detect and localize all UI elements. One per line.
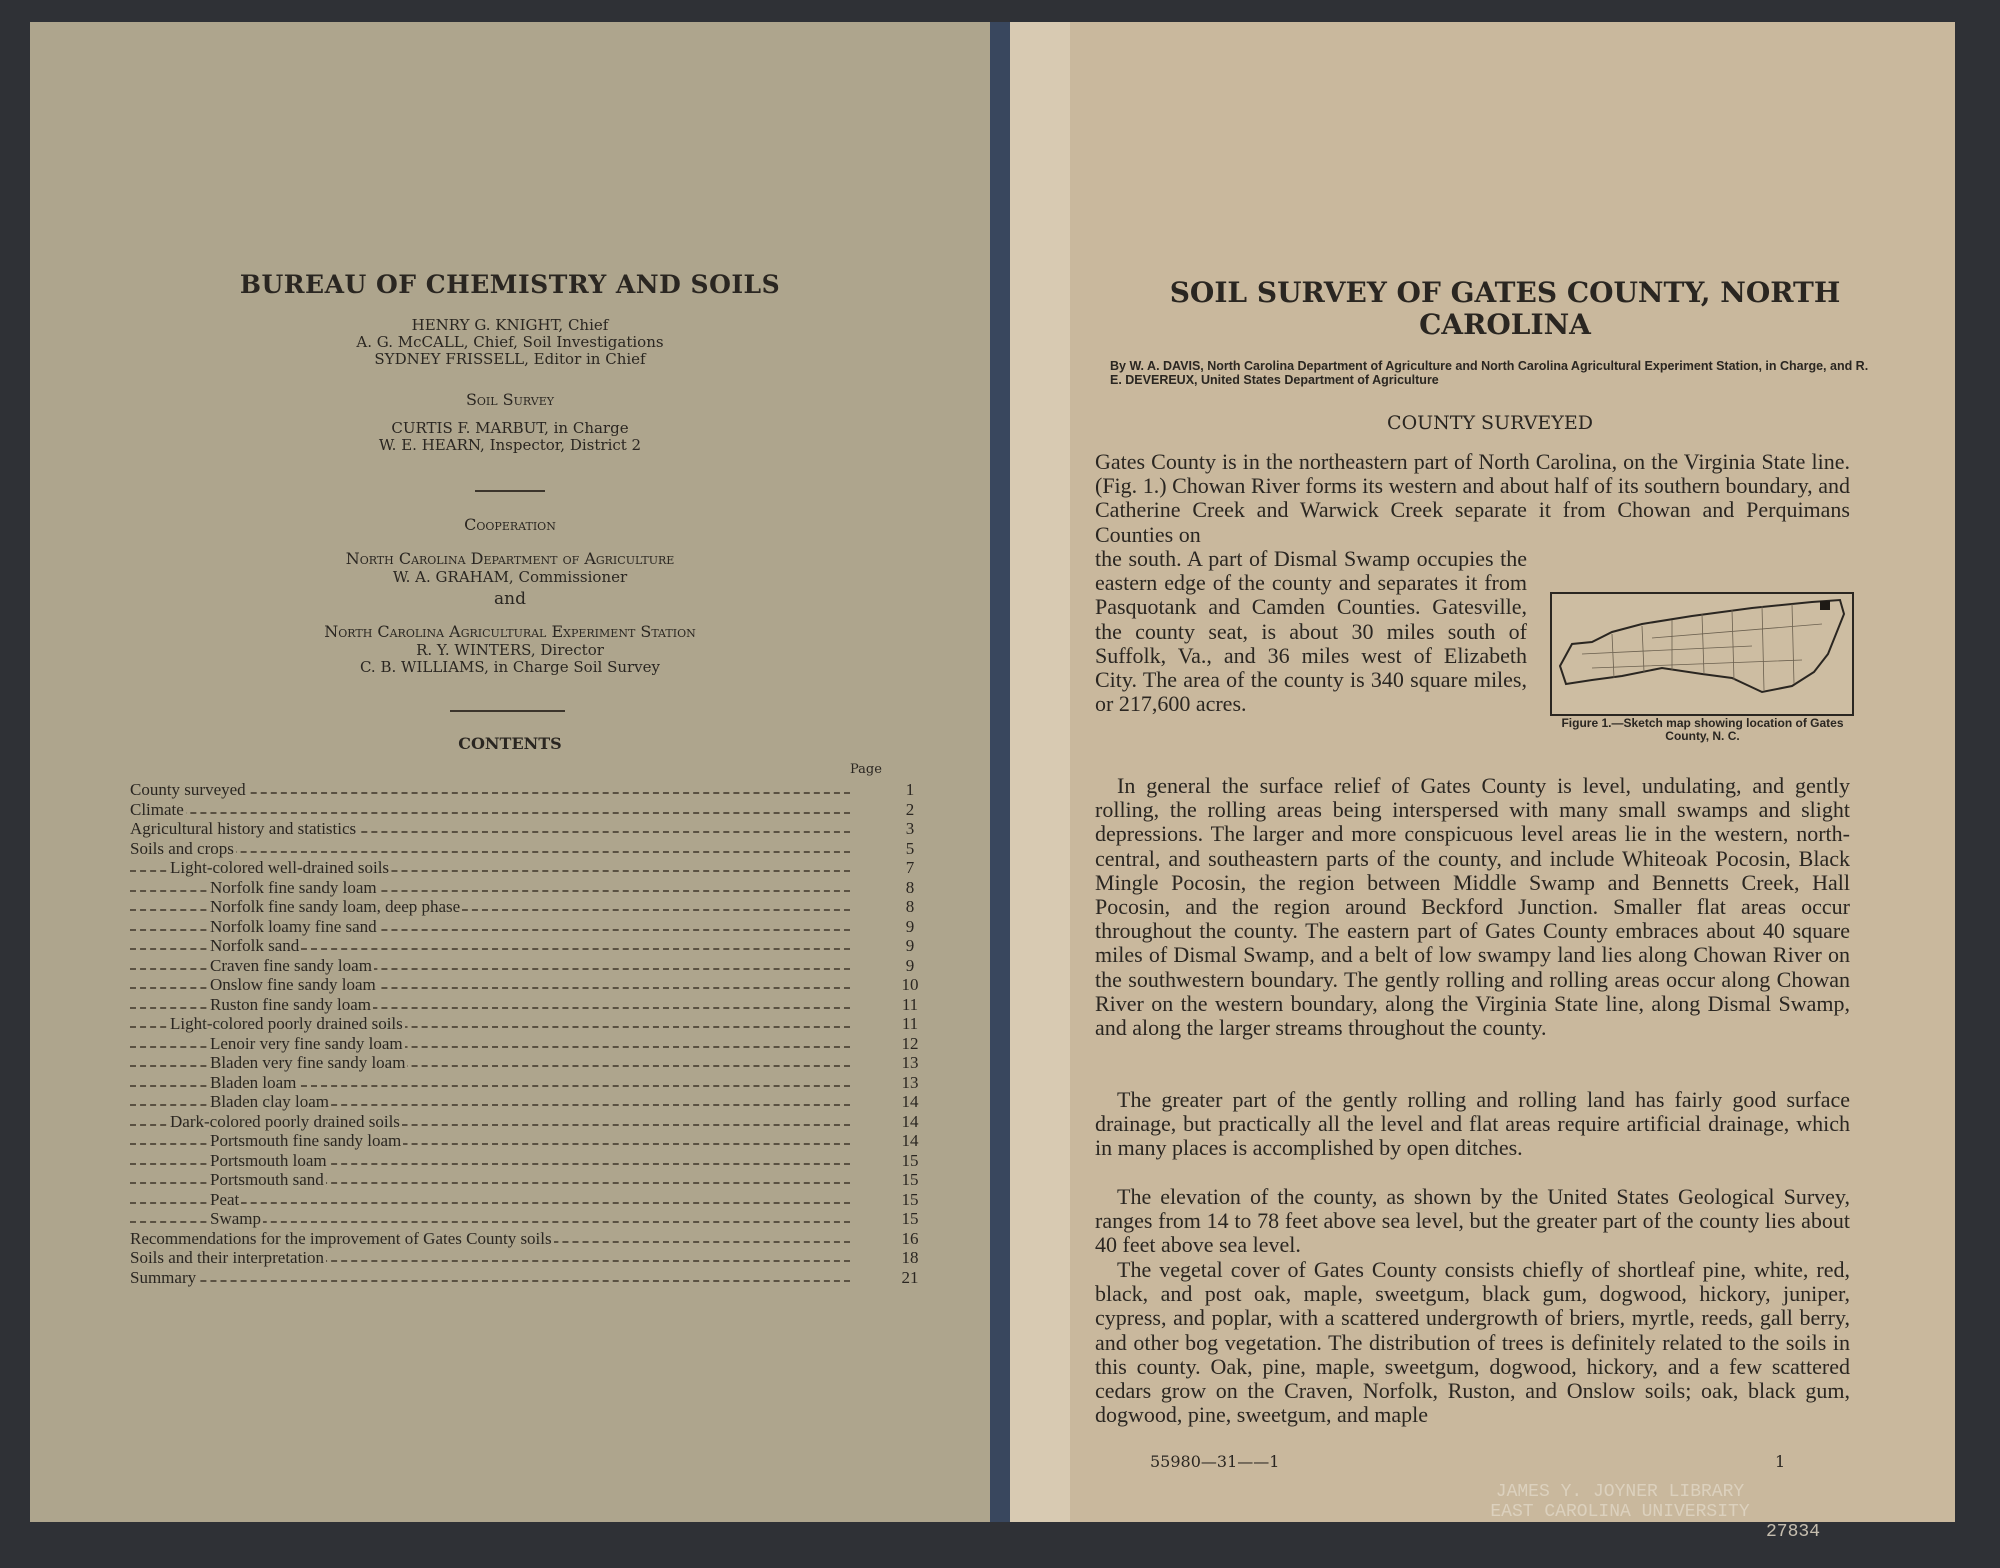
toc-label: Norfolk fine sandy loam, deep phase xyxy=(210,897,461,916)
page-column-heading: Page xyxy=(850,762,882,777)
toc-page-number: 14 xyxy=(901,1111,919,1131)
toc-row xyxy=(130,936,930,956)
toc-row xyxy=(130,1053,930,1073)
paragraph-3: The greater part of the gently rolling and rolling land has fairly good surface drainage, but practically all the level and flat areas require artificial drainage, which in many places is accomplished by open ditches. xyxy=(1095,1087,1850,1161)
toc-row xyxy=(130,1112,930,1132)
toc-label: Lenoir very fine sandy loam xyxy=(210,1033,403,1053)
toc-page-number: 14 xyxy=(901,1131,919,1150)
toc-page-number: 16 xyxy=(901,1228,919,1248)
toc-row xyxy=(130,1014,930,1034)
toc-label: Soils and their interpretation xyxy=(130,1248,325,1267)
paragraph-2: In general the surface relief of Gates County is level, undulating, and gently rolling, the rolling areas being interspersed with many small swamps and slight depressions. The larger and more conspicuous level areas lie in the western, north-central, and southeastern parts of the county, and include Whiteoak Pocosin, Black Mingle Pocosin, the region between Middle Swamp and Bennetts Creek, Hall Pocosin, and the region around Beckford Junction. Smaller flat areas occur throughout the county. The eastern part of Gates County embraces about 40 square miles of Dismal Swamp, and a belt of low swampy land lies along Chowan River on the southwestern boundary. The gently rolling and rolling areas occur along Chowan River on the western boundary, along the Virginia State line, along Dismal Swamp, and along the larger streams throughout the county. xyxy=(1095,773,1850,1041)
toc-page-number: 13 xyxy=(901,1072,919,1092)
cooperator-2: North Carolina Agricultural Experiment Station xyxy=(324,622,696,641)
soil-survey-heading: Soil Survey xyxy=(465,390,555,409)
document-title: SOIL SURVEY OF GATES COUNTY, NORTH CAROLINA xyxy=(1169,276,1841,341)
cooperator-1-person: W. A. GRAHAM, Commissioner xyxy=(392,568,628,586)
stamp-line: EAST CAROLINA UNIVERSITY xyxy=(1490,1502,1750,1522)
stamp-line: JAMES Y. JOYNER LIBRARY xyxy=(1495,1482,1745,1502)
toc-page-number: 9 xyxy=(905,955,915,975)
left-page xyxy=(30,22,990,1522)
figure-map xyxy=(1550,592,1854,716)
toc-label: Dark-colored poorly drained soils xyxy=(170,1111,400,1131)
toc-label: Bladen clay loam xyxy=(210,1092,329,1111)
toc-page-number: 1 xyxy=(905,780,915,799)
toc-label: Portsmouth loam xyxy=(210,1150,327,1170)
toc-row xyxy=(130,819,930,839)
toc-page-number: 11 xyxy=(901,994,919,1014)
toc-page-number: 15 xyxy=(901,1209,919,1228)
toc-label: Bladen loam xyxy=(210,1072,297,1092)
bureau-heading: BUREAU OF CHEMISTRY AND SOILS xyxy=(239,270,781,299)
toc-label: Light-colored well-drained soils xyxy=(170,858,390,877)
table-of-contents xyxy=(130,780,930,1287)
divider xyxy=(450,710,565,712)
toc-page-number: 12 xyxy=(901,1033,919,1053)
byline: By W. A. DAVIS, North Carolina Department of Agriculture and North Carolina Agricultural Experiment Station, in Charge, and R. E. DEVEREUX, United States Department of Agriculture xyxy=(1110,359,1869,387)
toc-label: Light-colored poorly drained soils xyxy=(170,1014,403,1033)
paragraph-4: The elevation of the county, as shown by the United States Geological Survey, ranges from 14 to 78 feet above sea level, but the greater part of the county lies about 40 feet above sea level. xyxy=(1095,1184,1850,1258)
toc-leader-dots xyxy=(130,812,850,814)
toc-page-number: 15 xyxy=(901,1189,919,1209)
toc-row xyxy=(130,917,930,937)
staff-line: R. Y. WINTERS, Director xyxy=(416,641,604,659)
toc-row xyxy=(130,1190,930,1210)
gates-county-marker xyxy=(1820,601,1830,610)
toc-row xyxy=(130,1248,930,1268)
staff-line: SYDNEY FRISSELL, Editor in Chief xyxy=(374,350,646,368)
toc-page-number: 2 xyxy=(905,799,915,819)
toc-label: Craven fine sandy loam xyxy=(210,955,372,975)
cooperator-2-people xyxy=(30,642,990,676)
toc-page-number: 10 xyxy=(901,975,919,994)
toc-row xyxy=(130,780,930,800)
figure-caption: Figure 1.—Sketch map showing location of Gates County, N. C. xyxy=(1561,716,1844,743)
toc-row xyxy=(130,1092,930,1112)
cooperation-heading: Cooperation xyxy=(464,515,556,534)
toc-row xyxy=(130,1209,930,1229)
toc-row xyxy=(130,897,930,917)
toc-label: Swamp xyxy=(210,1209,261,1228)
binding-spine xyxy=(990,22,1010,1522)
toc-row xyxy=(130,1268,930,1288)
contents-heading: CONTENTS xyxy=(458,734,562,753)
toc-page-number: 13 xyxy=(901,1053,919,1072)
toc-label: Climate xyxy=(130,799,184,819)
toc-label: Agricultural history and statistics xyxy=(130,819,357,838)
toc-label: Peat xyxy=(210,1189,240,1209)
toc-page-number: 14 xyxy=(901,1092,919,1111)
right-page xyxy=(1010,22,1955,1542)
toc-label: Portsmouth sand xyxy=(210,1170,324,1189)
toc-row xyxy=(130,858,930,878)
toc-row xyxy=(130,975,930,995)
toc-page-number: 15 xyxy=(901,1170,919,1189)
toc-label: Norfolk sand xyxy=(210,936,300,955)
footer-code: 55980—31——1 xyxy=(1150,1452,1280,1471)
toc-row xyxy=(130,1151,930,1171)
paper-strip xyxy=(1010,22,1070,1522)
toc-page-number: 9 xyxy=(905,936,915,955)
and-text: and xyxy=(494,589,526,609)
toc-page-number: 3 xyxy=(905,819,915,838)
toc-label: Portsmouth fine sandy loam xyxy=(210,1131,402,1150)
toc-label: Bladen very fine sandy loam xyxy=(210,1053,406,1072)
toc-page-number: 8 xyxy=(905,877,915,897)
toc-leader-dots xyxy=(130,851,850,853)
toc-row xyxy=(130,956,930,976)
toc-row xyxy=(130,878,930,898)
paragraph-1-wide: Gates County is in the northeastern part of North Carolina, on the Virginia State line. (Fig. 1.) Chowan River forms its western and about half of its southern boundary, and Catherine Creek and Warwick Creek separate it from Chowan and Perquimans Counties on xyxy=(1095,449,1850,547)
stamp-line: 27834 xyxy=(1765,1522,1820,1542)
toc-label: Ruston fine sandy loam xyxy=(210,994,372,1014)
page-number: 1 xyxy=(1775,1452,1786,1471)
toc-page-number: 5 xyxy=(905,838,915,858)
staff-line: HENRY G. KNIGHT, Chief xyxy=(411,316,609,334)
library-stamp xyxy=(1420,1482,1820,1542)
toc-row xyxy=(130,839,930,859)
staff-line: C. B. WILLIAMS, in Charge Soil Survey xyxy=(359,658,661,676)
staff-line: W. E. HEARN, Inspector, District 2 xyxy=(378,436,642,454)
state-outline xyxy=(1560,600,1844,692)
toc-page-number: 11 xyxy=(901,1014,919,1033)
bureau-staff xyxy=(30,317,990,368)
toc-label: Recommendations for the improvement of Gates County soils xyxy=(130,1228,552,1248)
toc-label: Soils and crops xyxy=(130,838,234,858)
toc-label: Norfolk fine sandy loam xyxy=(210,877,377,897)
toc-label: Summary xyxy=(130,1267,197,1287)
staff-line: CURTIS F. MARBUT, in Charge xyxy=(391,419,629,437)
toc-label: Onslow fine sandy loam xyxy=(210,975,376,994)
toc-page-number: 21 xyxy=(901,1267,919,1287)
toc-page-number: 9 xyxy=(905,916,915,936)
toc-page-number: 15 xyxy=(901,1150,919,1170)
toc-leader-dots xyxy=(130,1280,850,1282)
toc-row xyxy=(130,1170,930,1190)
staff-line: A. G. McCALL, Chief, Soil Investigations xyxy=(356,333,664,351)
toc-row xyxy=(130,1034,930,1054)
survey-staff xyxy=(30,420,990,454)
divider xyxy=(475,490,545,492)
toc-row xyxy=(130,1073,930,1093)
toc-row xyxy=(130,995,930,1015)
toc-row xyxy=(130,1131,930,1151)
cooperator-1: North Carolina Department of Agriculture xyxy=(345,549,675,568)
toc-row xyxy=(130,1229,930,1249)
toc-label: County surveyed xyxy=(130,780,246,799)
toc-page-number: 7 xyxy=(905,858,915,877)
section-heading: COUNTY SURVEYED xyxy=(1387,412,1593,434)
paragraph-5: The vegetal cover of Gates County consists chiefly of shortleaf pine, white, red, black, and post oak, maple, sweetgum, black gum, dogwood, hickory, juniper, cypress, and poplar, with a scattered undergrowth of briers, myrtle, reeds, gall berry, and other bog vegetation. The distribution of trees is definitely related to the soils in this county. Oak, pine, maple, sweetgum, dogwood, hickory, and a few scattered cedars grow on the Craven, Norfolk, Ruston, and Onslow soils; oak, black gum, dogwood, pine, sweetgum, and maple xyxy=(1095,1257,1850,1428)
toc-label: Norfolk loamy fine sand xyxy=(210,916,377,936)
toc-page-number: 18 xyxy=(901,1248,919,1267)
toc-row xyxy=(130,800,930,820)
paragraph-1-narrow: the south. A part of Dismal Swamp occupies the eastern edge of the county and separates it from Pasquotank and Camden Counties. Gatesville, the county seat, is about 30 miles south of Suffolk, Va., and 36 miles west of Elizabeth City. The area of the county is 340 square miles, or 217,600 acres. xyxy=(1095,546,1527,717)
toc-page-number: 8 xyxy=(905,897,915,916)
